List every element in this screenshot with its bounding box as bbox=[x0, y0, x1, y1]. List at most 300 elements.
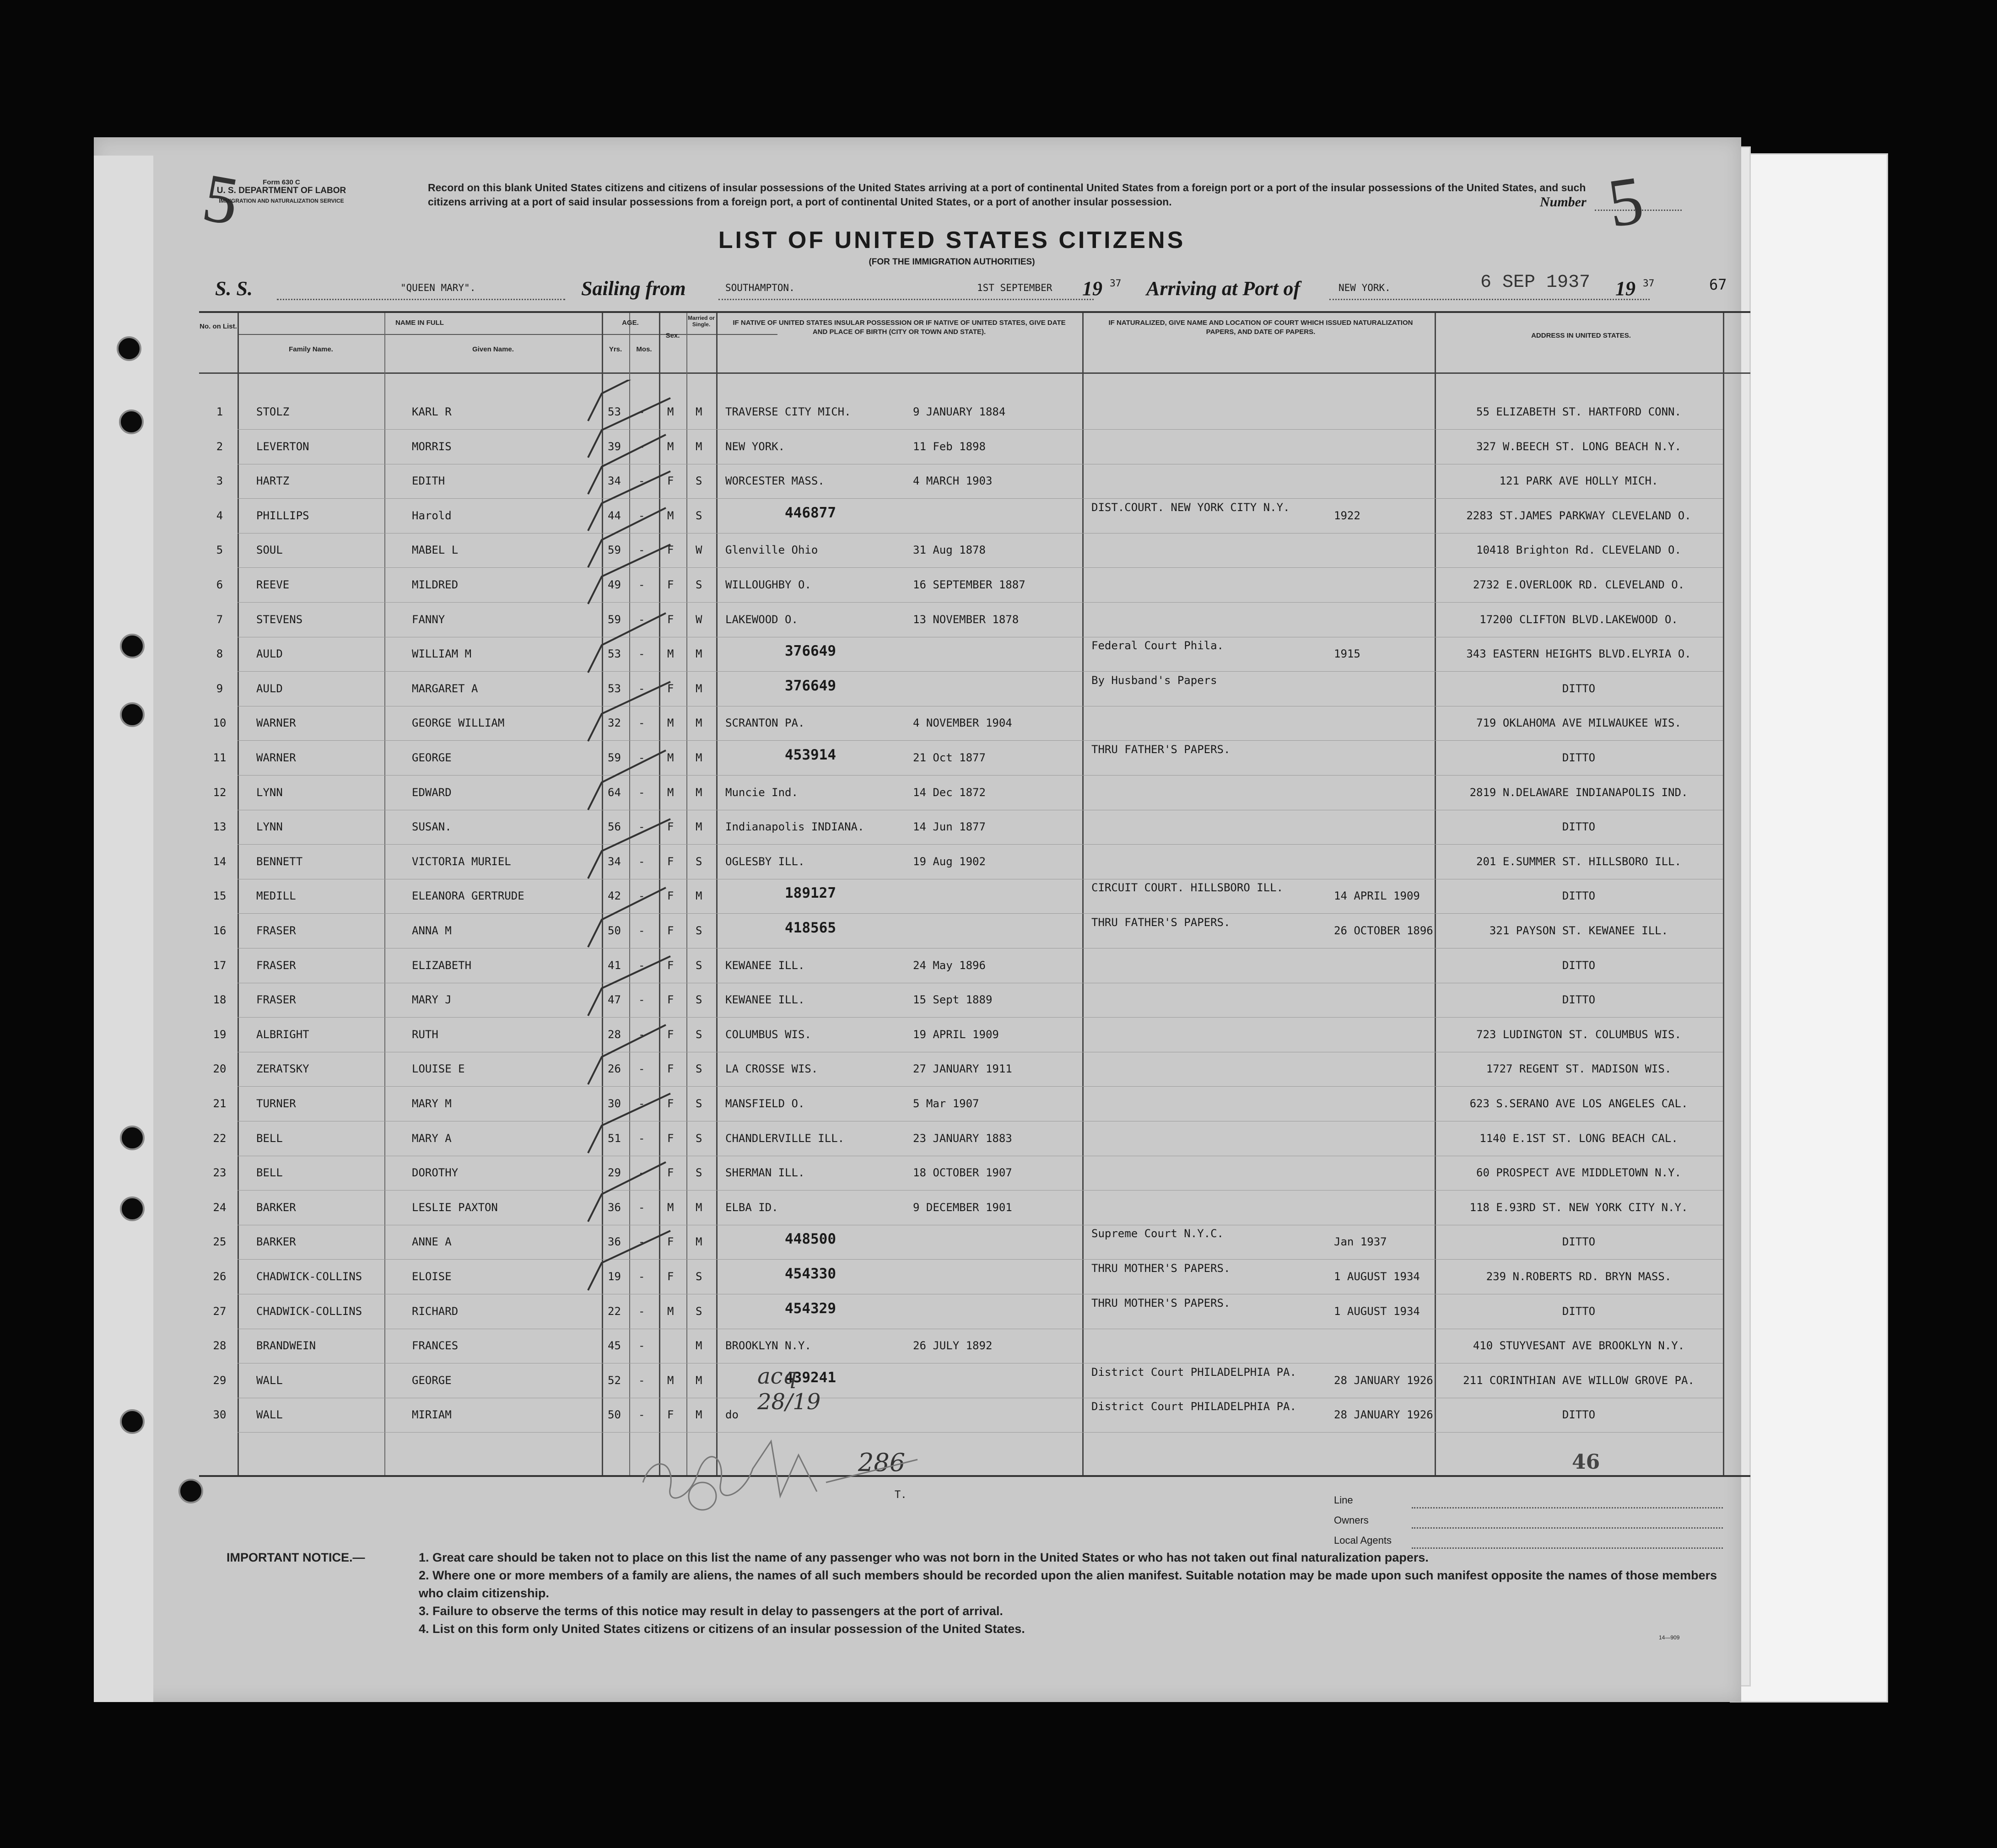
arrival-port: NEW YORK. bbox=[1339, 282, 1391, 293]
table-row bbox=[199, 499, 1750, 534]
us-address: 201 E.SUMMER ST. HILLSBORO ILL. bbox=[1476, 855, 1681, 868]
birth-place: 454329 bbox=[785, 1300, 836, 1317]
marital-status: M bbox=[696, 717, 702, 730]
passenger-no: 13 bbox=[213, 820, 227, 834]
naturalization-court: THRU MOTHER'S PAPERS. bbox=[1091, 1296, 1231, 1309]
sex: M bbox=[667, 751, 674, 764]
sex: M bbox=[667, 1304, 674, 1318]
given-name: SUSAN. bbox=[412, 820, 452, 834]
naturalization-date: 1 AUGUST 1934 bbox=[1334, 1270, 1420, 1283]
age-years: 19 bbox=[608, 1270, 621, 1283]
punch-hole bbox=[120, 1196, 145, 1221]
birth-place: SHERMAN ILL. bbox=[725, 1166, 805, 1180]
table-row bbox=[199, 1295, 1750, 1330]
birth-place: 376649 bbox=[785, 677, 836, 694]
punch-hole bbox=[119, 409, 144, 434]
passenger-no: 10 bbox=[213, 717, 227, 730]
age-years: 47 bbox=[608, 993, 621, 1007]
table-row bbox=[199, 1018, 1750, 1053]
family-name: LEVERTON bbox=[256, 440, 309, 453]
handwritten-number: 5 bbox=[1603, 162, 1648, 242]
birth-date: 9 DECEMBER 1901 bbox=[913, 1201, 1012, 1214]
citizens-list-form bbox=[153, 156, 1750, 1675]
marital-status: S bbox=[696, 1097, 702, 1110]
line-underline bbox=[1412, 1507, 1723, 1509]
form-code: 14—909 bbox=[1659, 1634, 1680, 1641]
table-row bbox=[199, 879, 1750, 914]
birth-place: KEWANEE ILL. bbox=[725, 959, 805, 972]
age-years: 59 bbox=[608, 751, 621, 764]
age-months: - bbox=[638, 717, 645, 730]
birth-place: Muncie Ind. bbox=[725, 786, 798, 799]
passenger-no: 1 bbox=[216, 405, 223, 418]
table-row bbox=[199, 1225, 1750, 1260]
given-name: MARY M bbox=[412, 1097, 452, 1110]
table-row bbox=[199, 810, 1750, 845]
passenger-no: 24 bbox=[213, 1201, 227, 1214]
age-years: 26 bbox=[608, 1062, 621, 1076]
table-row bbox=[199, 1260, 1750, 1295]
table-row bbox=[199, 845, 1750, 880]
given-name: RICHARD bbox=[412, 1304, 459, 1318]
age-months: - bbox=[638, 1097, 645, 1110]
us-address: 60 PROSPECT AVE MIDDLETOWN N.Y. bbox=[1476, 1166, 1681, 1180]
given-name: DOROTHY bbox=[412, 1166, 459, 1180]
handwritten-acq-note: acq 28/19 bbox=[757, 1363, 821, 1415]
birth-date: 11 Feb 1898 bbox=[913, 440, 986, 453]
passenger-no: 11 bbox=[213, 751, 227, 764]
passenger-no: 5 bbox=[216, 544, 223, 557]
binding-margin bbox=[94, 156, 153, 1702]
col-header-yrs: Yrs. bbox=[609, 345, 622, 353]
marital-status: M bbox=[696, 1374, 702, 1387]
table-row bbox=[199, 430, 1750, 465]
family-name: LYNN bbox=[256, 786, 283, 799]
given-name: LESLIE PAXTON bbox=[412, 1201, 498, 1214]
table-row bbox=[199, 1122, 1750, 1157]
given-name: GEORGE WILLIAM bbox=[412, 717, 505, 730]
given-name: EDITH bbox=[412, 474, 445, 488]
birth-place: 189127 bbox=[785, 885, 836, 902]
family-name: CHADWICK-COLLINS bbox=[256, 1270, 362, 1283]
given-name: ELIZABETH bbox=[412, 959, 472, 972]
marital-status: M bbox=[696, 889, 702, 903]
table-row bbox=[199, 568, 1750, 603]
birth-place: do bbox=[725, 1408, 739, 1422]
birth-date: 21 Oct 1877 bbox=[913, 751, 986, 764]
service-name: IMMIGRATION AND NATURALIZATION SERVICE bbox=[219, 198, 344, 204]
birth-date: 18 OCTOBER 1907 bbox=[913, 1166, 1012, 1180]
table-row bbox=[199, 1191, 1750, 1226]
handwritten-signature bbox=[634, 1428, 954, 1519]
passenger-no: 17 bbox=[213, 959, 227, 972]
col-header-birth: IF NATIVE OF UNITED STATES INSULAR POSSESSION OR IF NATIVE OF UNITED STATES, GIVE DATE AND PLACE OF BIRTH (CITY OR TOWN AND STATE). bbox=[733, 319, 1066, 336]
sex: F bbox=[667, 1131, 674, 1145]
us-address: 343 EASTERN HEIGHTS BLVD.ELYRIA O. bbox=[1466, 647, 1691, 661]
naturalization-date: Jan 1937 bbox=[1334, 1235, 1387, 1249]
birth-date: 4 NOVEMBER 1904 bbox=[913, 717, 1012, 730]
age-years: 53 bbox=[608, 405, 621, 418]
footer-line-label: Line bbox=[1334, 1494, 1353, 1506]
sex: F bbox=[667, 1408, 674, 1422]
marital-status: S bbox=[696, 1304, 702, 1318]
birth-date: 4 MARCH 1903 bbox=[913, 474, 993, 488]
sex: M bbox=[667, 647, 674, 661]
marital-status: S bbox=[696, 509, 702, 522]
birth-date: 9 JANUARY 1884 bbox=[913, 405, 1006, 418]
birth-date: 16 SEPTEMBER 1887 bbox=[913, 578, 1025, 591]
age-months: - bbox=[638, 544, 645, 557]
family-name: FRASER bbox=[256, 924, 296, 937]
passenger-no: 28 bbox=[213, 1339, 227, 1352]
birth-place: BROOKLYN N.Y. bbox=[725, 1339, 811, 1352]
sex: F bbox=[667, 820, 674, 834]
col-header-address: ADDRESS IN UNITED STATES. bbox=[1531, 332, 1631, 339]
passenger-no: 27 bbox=[213, 1304, 227, 1318]
punch-hole bbox=[120, 634, 145, 658]
age-years: 59 bbox=[608, 613, 621, 626]
given-name: ANNE A bbox=[412, 1235, 452, 1249]
year-prefix: 19 bbox=[1082, 277, 1102, 300]
handwritten-corner-mark: 5 bbox=[197, 159, 244, 240]
age-years: 56 bbox=[608, 820, 621, 834]
passenger-no: 2 bbox=[216, 440, 223, 453]
age-years: 52 bbox=[608, 1374, 621, 1387]
col-header-sex: Sex. bbox=[665, 332, 680, 339]
us-address: DITTO bbox=[1562, 1235, 1596, 1249]
us-address: 118 E.93RD ST. NEW YORK CITY N.Y. bbox=[1469, 1201, 1688, 1214]
naturalization-date: 26 OCTOBER 1896 bbox=[1334, 924, 1433, 937]
us-address: 17200 CLIFTON BLVD.LAKEWOOD O. bbox=[1479, 613, 1678, 626]
voyage-row bbox=[153, 272, 1750, 304]
form-number: Form 630 C bbox=[263, 178, 300, 186]
year-prefix-2: 19 bbox=[1615, 277, 1635, 300]
age-years: 39 bbox=[608, 440, 621, 453]
arrival-port-underline bbox=[1329, 299, 1650, 300]
naturalization-court: THRU FATHER'S PAPERS. bbox=[1091, 743, 1231, 756]
passenger-no: 29 bbox=[213, 1374, 227, 1387]
marital-status: M bbox=[696, 647, 702, 661]
us-address: DITTO bbox=[1562, 1408, 1596, 1422]
naturalization-court: Federal Court Phila. bbox=[1091, 639, 1224, 652]
sex: F bbox=[667, 544, 674, 557]
birth-place: LAKEWOOD O. bbox=[725, 613, 798, 626]
given-name: ELOISE bbox=[412, 1270, 452, 1283]
sex: F bbox=[667, 1235, 674, 1249]
age-years: 41 bbox=[608, 959, 621, 972]
age-months: - bbox=[638, 1028, 645, 1041]
age-months: - bbox=[638, 1408, 645, 1422]
sex: M bbox=[667, 717, 674, 730]
birth-place: 418565 bbox=[785, 920, 836, 936]
name-age-separator bbox=[237, 334, 777, 335]
given-name: EDWARD bbox=[412, 786, 452, 799]
marital-status: M bbox=[696, 440, 702, 453]
sailing-year: 37 bbox=[1110, 278, 1122, 289]
us-address: DITTO bbox=[1562, 889, 1596, 903]
family-name: STEVENS bbox=[256, 613, 303, 626]
passenger-no: 12 bbox=[213, 786, 227, 799]
age-months: - bbox=[638, 855, 645, 868]
birth-place: KEWANEE ILL. bbox=[725, 993, 805, 1007]
age-months: - bbox=[638, 1201, 645, 1214]
passenger-no: 23 bbox=[213, 1166, 227, 1180]
marital-status: M bbox=[696, 1339, 702, 1352]
family-name: FRASER bbox=[256, 993, 296, 1007]
birth-place: COLUMBUS WIS. bbox=[725, 1028, 811, 1041]
given-name: MORRIS bbox=[412, 440, 452, 453]
us-address: DITTO bbox=[1562, 682, 1596, 695]
naturalization-date: 1915 bbox=[1334, 647, 1360, 661]
birth-place: Glenville Ohio bbox=[725, 544, 818, 557]
birth-place: Indianapolis INDIANA. bbox=[725, 820, 864, 834]
family-name: TURNER bbox=[256, 1097, 296, 1110]
passenger-no: 14 bbox=[213, 855, 227, 868]
sex: F bbox=[667, 613, 674, 626]
given-name: FANNY bbox=[412, 613, 445, 626]
family-name: WALL bbox=[256, 1408, 283, 1422]
intro-text: Record on this blank United States citizens and citizens of insular possessions of the United States arriving at a port of continental United States from a foreign port or a port of the insular possessions of the United States, and such citizens arriving at a port of said insular possessions from a foreign port, a port of continental United States, or a port of another insular possession. bbox=[428, 182, 1586, 208]
us-address: DITTO bbox=[1562, 820, 1596, 834]
naturalization-date: 28 JANUARY 1926 bbox=[1334, 1408, 1433, 1422]
passenger-no: 3 bbox=[216, 474, 223, 488]
sex: F bbox=[667, 924, 674, 937]
sex: F bbox=[667, 993, 674, 1007]
age-months: - bbox=[638, 1339, 645, 1352]
age-months: - bbox=[638, 820, 645, 834]
arrival-date-stamp: 6 SEP 1937 bbox=[1480, 272, 1591, 293]
table-row bbox=[199, 1398, 1750, 1433]
notice-item: 4. List on this form only United States citizens or citizens of an insular possession of the United States. bbox=[419, 1622, 1025, 1636]
passenger-no: 7 bbox=[216, 613, 223, 626]
birth-date: 15 Sept 1889 bbox=[913, 993, 993, 1007]
age-years: 29 bbox=[608, 1166, 621, 1180]
family-name: BELL bbox=[256, 1166, 283, 1180]
handwritten-total: 46 bbox=[1572, 1450, 1600, 1474]
arrival-year: 37 bbox=[1643, 278, 1655, 289]
marital-status: W bbox=[696, 613, 702, 626]
age-years: 34 bbox=[608, 855, 621, 868]
age-months: - bbox=[638, 1304, 645, 1318]
naturalization-court: District Court PHILADELPHIA PA. bbox=[1091, 1400, 1296, 1413]
marital-status: M bbox=[696, 682, 702, 695]
naturalization-court: By Husband's Papers bbox=[1091, 673, 1217, 687]
age-months: - bbox=[638, 786, 645, 799]
naturalization-court: THRU FATHER'S PAPERS. bbox=[1091, 916, 1231, 929]
naturalization-court: Supreme Court N.Y.C. bbox=[1091, 1227, 1224, 1240]
birth-date: 13 NOVEMBER 1878 bbox=[913, 613, 1019, 626]
passenger-no: 8 bbox=[216, 647, 223, 661]
birth-place: CHANDLERVILLE ILL. bbox=[725, 1131, 845, 1145]
family-name: SOUL bbox=[256, 544, 283, 557]
background-sheet bbox=[1730, 153, 1888, 1703]
marital-status: S bbox=[696, 855, 702, 868]
family-name: BARKER bbox=[256, 1235, 296, 1249]
given-name: GEORGE bbox=[412, 1374, 452, 1387]
given-name: MARY J bbox=[412, 993, 452, 1007]
given-name: MABEL L bbox=[412, 544, 459, 557]
page-subtitle: (FOR THE IMMIGRATION AUTHORITIES) bbox=[869, 257, 1035, 267]
birth-place: SCRANTON PA. bbox=[725, 717, 805, 730]
marital-status: S bbox=[696, 924, 702, 937]
us-address: DITTO bbox=[1562, 1304, 1596, 1318]
family-name: CHADWICK-COLLINS bbox=[256, 1304, 362, 1318]
us-address: 1140 E.1ST ST. LONG BEACH CAL. bbox=[1479, 1131, 1678, 1145]
page-number: 67 bbox=[1709, 276, 1727, 293]
marital-status: S bbox=[696, 993, 702, 1007]
table-row bbox=[199, 1329, 1750, 1364]
sex: M bbox=[667, 440, 674, 453]
sex: F bbox=[667, 1270, 674, 1283]
age-months: - bbox=[638, 1374, 645, 1387]
family-name: BELL bbox=[256, 1131, 283, 1145]
marital-status: S bbox=[696, 1028, 702, 1041]
passenger-no: 16 bbox=[213, 924, 227, 937]
marital-status: M bbox=[696, 1201, 702, 1214]
sex: F bbox=[667, 889, 674, 903]
us-address: 327 W.BEECH ST. LONG BEACH N.Y. bbox=[1476, 440, 1681, 453]
table-row bbox=[199, 1156, 1750, 1191]
birth-date: 14 Jun 1877 bbox=[913, 820, 986, 834]
sailing-date: 1ST SEPTEMBER bbox=[977, 282, 1052, 293]
col-header-family: Family Name. bbox=[289, 345, 333, 353]
given-name: ELEANORA GERTRUDE bbox=[412, 889, 524, 903]
birth-place: TRAVERSE CITY MICH. bbox=[725, 405, 851, 418]
ship-underline bbox=[277, 299, 565, 300]
marital-status: S bbox=[696, 1166, 702, 1180]
birth-date: 19 APRIL 1909 bbox=[913, 1028, 999, 1041]
table-row bbox=[199, 706, 1750, 741]
t-mark: T. bbox=[895, 1489, 907, 1501]
age-years: 49 bbox=[608, 578, 621, 591]
family-name: PHILLIPS bbox=[256, 509, 309, 522]
passenger-table bbox=[199, 311, 1750, 1477]
age-years: 50 bbox=[608, 924, 621, 937]
notice-title: IMPORTANT NOTICE.— bbox=[227, 1551, 365, 1564]
birth-place: WORCESTER MASS. bbox=[725, 474, 825, 488]
col-header-no: No. on List. bbox=[200, 323, 237, 330]
given-name: ANNA M bbox=[412, 924, 452, 937]
us-address: 121 PARK AVE HOLLY MICH. bbox=[1499, 474, 1658, 488]
us-address: 723 LUDINGTON ST. COLUMBUS WIS. bbox=[1476, 1028, 1681, 1041]
us-address: 1727 REGENT ST. MADISON WIS. bbox=[1486, 1062, 1672, 1076]
sailing-port-underline bbox=[718, 299, 1094, 300]
naturalization-court: THRU MOTHER'S PAPERS. bbox=[1091, 1262, 1231, 1275]
age-months: - bbox=[638, 1131, 645, 1145]
passenger-no: 26 bbox=[213, 1270, 227, 1283]
birth-place: OGLESBY ILL. bbox=[725, 855, 805, 868]
age-months: - bbox=[638, 889, 645, 903]
age-months: - bbox=[638, 1166, 645, 1180]
arriving-label: Arriving at Port of bbox=[1146, 277, 1301, 300]
age-months: - bbox=[638, 405, 645, 418]
age-years: 53 bbox=[608, 647, 621, 661]
age-months: - bbox=[638, 1235, 645, 1249]
table-row bbox=[199, 533, 1750, 568]
marital-status: S bbox=[696, 1062, 702, 1076]
given-name: WILLIAM M bbox=[412, 647, 472, 661]
birth-date: 14 Dec 1872 bbox=[913, 786, 986, 799]
table-row bbox=[199, 949, 1750, 984]
given-name: LOUISE E bbox=[412, 1062, 465, 1076]
age-months: - bbox=[638, 1270, 645, 1283]
marital-status: M bbox=[696, 1235, 702, 1249]
col-header-given: Given Name. bbox=[472, 345, 514, 353]
passenger-no: 25 bbox=[213, 1235, 227, 1249]
family-name: WARNER bbox=[256, 717, 296, 730]
passenger-no: 22 bbox=[213, 1131, 227, 1145]
table-row bbox=[199, 983, 1750, 1018]
table-row bbox=[199, 741, 1750, 776]
punch-hole bbox=[120, 1126, 145, 1150]
sailing-port: SOUTHAMPTON. bbox=[725, 282, 795, 293]
footer-signature-lines bbox=[1334, 1492, 1723, 1552]
handwritten-bottom-scrawl: 286 bbox=[858, 1448, 906, 1477]
department-name: U. S. DEPARTMENT OF LABOR bbox=[216, 186, 346, 195]
age-months: - bbox=[638, 1062, 645, 1076]
family-name: BARKER bbox=[256, 1201, 296, 1214]
age-years: 36 bbox=[608, 1235, 621, 1249]
table-row bbox=[199, 914, 1750, 949]
notice-item: 2. Where one or more members of a family are aliens, the names of all such members should be recorded upon the alien manifest. Suitable notation may be made upon such manifest opposite the names of those members who claim citizenship. bbox=[419, 1568, 1717, 1600]
sex: F bbox=[667, 959, 674, 972]
age-months: - bbox=[638, 682, 645, 695]
punch-hole bbox=[120, 1409, 145, 1434]
age-years: 22 bbox=[608, 1304, 621, 1318]
us-address: DITTO bbox=[1562, 959, 1596, 972]
us-address: DITTO bbox=[1562, 751, 1596, 764]
table-row bbox=[199, 603, 1750, 638]
us-address: 321 PAYSON ST. KEWANEE ILL. bbox=[1489, 924, 1668, 937]
birth-place: MANSFIELD O. bbox=[725, 1097, 805, 1110]
marital-status: M bbox=[696, 786, 702, 799]
passenger-no: 6 bbox=[216, 578, 223, 591]
owners-underline bbox=[1412, 1527, 1723, 1529]
passenger-no: 18 bbox=[213, 993, 227, 1007]
age-months: - bbox=[638, 440, 645, 453]
us-address: DITTO bbox=[1562, 993, 1596, 1007]
page-title: LIST OF UNITED STATES CITIZENS bbox=[718, 227, 1186, 253]
ss-label: S. S. bbox=[215, 277, 253, 300]
marital-status: S bbox=[696, 474, 702, 488]
family-name: FRASER bbox=[256, 959, 296, 972]
birth-date: 31 Aug 1878 bbox=[913, 544, 986, 557]
sex: F bbox=[667, 1097, 674, 1110]
table-row bbox=[199, 464, 1750, 499]
col-header-mos: Mos. bbox=[636, 345, 652, 353]
given-name: MIRIAM bbox=[412, 1408, 452, 1422]
sex: F bbox=[667, 1028, 674, 1041]
birth-place: 376649 bbox=[785, 643, 836, 660]
us-address: 2819 N.DELAWARE INDIANAPOLIS IND. bbox=[1469, 786, 1688, 799]
family-name: STOLZ bbox=[256, 405, 290, 418]
age-months: - bbox=[638, 578, 645, 591]
naturalization-court: District Court PHILADELPHIA PA. bbox=[1091, 1365, 1296, 1379]
given-name: Harold bbox=[412, 509, 452, 522]
sex: F bbox=[667, 855, 674, 868]
family-name: ZERATSKY bbox=[256, 1062, 309, 1076]
age-years: 53 bbox=[608, 682, 621, 695]
us-address: 55 ELIZABETH ST. HARTFORD CONN. bbox=[1476, 405, 1681, 418]
table-row bbox=[199, 1052, 1750, 1087]
ship-name: "QUEEN MARY". bbox=[400, 282, 476, 293]
birth-date: 5 Mar 1907 bbox=[913, 1097, 979, 1110]
us-address: 10418 Brighton Rd. CLEVELAND O. bbox=[1476, 544, 1681, 557]
age-months: - bbox=[638, 509, 645, 522]
age-years: 34 bbox=[608, 474, 621, 488]
table-row bbox=[199, 776, 1750, 811]
sex: M bbox=[667, 1201, 674, 1214]
